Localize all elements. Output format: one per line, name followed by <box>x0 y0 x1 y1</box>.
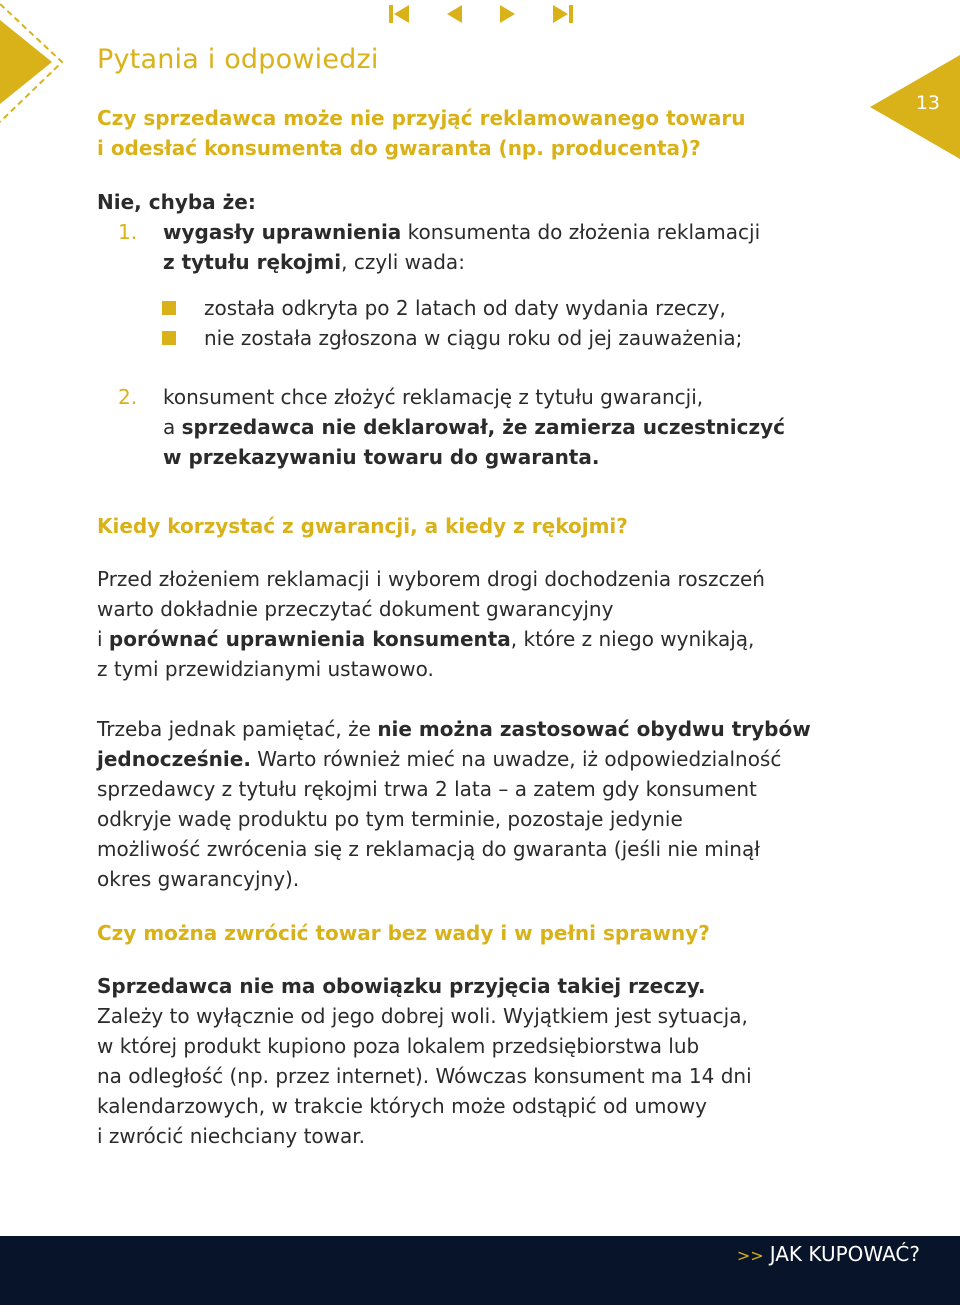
bullet-square-icon <box>162 331 176 345</box>
page-number: 13 <box>915 92 940 114</box>
list-number: 1. <box>118 220 138 244</box>
paragraph: Przed złożeniem reklamacji i wyborem drogi dochodzenia roszczeń warto dokładnie przeczytać dokument gwarancyjny i porównać uprawnienia konsumenta, które z niego wynikają, z tymi przewidzianymi ustawowo. <box>97 567 765 681</box>
page-title: Pytania i odpowiedzi <box>97 44 379 75</box>
page-navigation <box>385 0 585 30</box>
question-2: Kiedy korzystać z gwarancji, a kiedy z rękojmi? <box>97 514 628 538</box>
list-number: 2. <box>118 385 138 409</box>
corner-decoration <box>0 0 90 130</box>
bullet-item: została odkryta po 2 latach od daty wydania rzeczy, <box>204 296 726 320</box>
list-item-2: konsument chce złożyć reklamację z tytułu gwarancji, a sprzedawca nie deklarował, że zamierza uczestniczyć w przekazywaniu towaru do gwaranta. <box>163 385 786 469</box>
first-page-icon[interactable] <box>385 0 415 30</box>
bullet-square-icon <box>162 301 176 315</box>
bullet-item: nie została zgłoszona w ciągu roku od jej zauważenia; <box>204 326 743 350</box>
footer-link[interactable] <box>737 1242 920 1266</box>
footer-bar <box>0 1236 960 1305</box>
double-chevron-icon: >> <box>736 1246 764 1265</box>
answer-intro: Nie, chyba że: <box>97 190 256 214</box>
last-page-icon[interactable] <box>547 0 577 30</box>
next-page-icon[interactable] <box>492 0 522 30</box>
paragraph: Sprzedawca nie ma obowiązku przyjęcia takiej rzeczy. Zależy to wyłącznie od jego dobrej woli. Wyjątkiem jest sytuacja, w której produkt kupiono poza lokalem przedsiębiorstwa lub na odległość (np. przez internet). Wówczas konsument ma 14 dni kalendarzowych, w trakcie których może odstąpić od umowy i zwrócić niechciany towar. <box>97 974 752 1148</box>
footer-label: JAK KUPOWAĆ? <box>769 1242 920 1266</box>
question-3: Czy można zwrócić towar bez wady i w pełni sprawny? <box>97 921 710 945</box>
question-1: Czy sprzedawca może nie przyjąć reklamowanego towaru i odesłać konsumenta do gwaranta (np. producenta)? <box>97 106 746 160</box>
list-item-1: wygasły uprawnienia konsumenta do złożenia reklamacji z tytułu rękojmi, czyli wada: <box>163 220 761 274</box>
paragraph: Trzeba jednak pamiętać, że nie można zastosować obydwu trybów jednocześnie. Warto również mieć na uwadze, iż odpowiedzialność sprzedawcy z tytułu rękojmi trwa 2 lata – a zatem gdy konsument odkryje wadę produktu po tym terminie, pozostaje jedynie możliwość zwrócenia się z reklamacją do gwaranta (jeśli nie minął okres gwarancyjny). <box>97 717 811 891</box>
previous-page-icon[interactable] <box>440 0 470 30</box>
